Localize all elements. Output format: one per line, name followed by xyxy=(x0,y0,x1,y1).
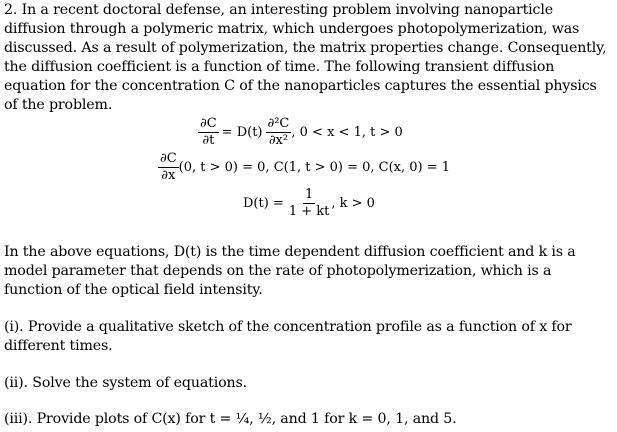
problem-intro xyxy=(4,1,612,115)
equation-condition: , 0 < x < 1, t > 0 xyxy=(291,125,403,140)
dC-dt-fraction xyxy=(198,116,219,149)
boundary-text: (0, t > 0) = 0, C(1, t > 0) = 0, C(x, 0) = 1 xyxy=(178,160,451,175)
fraction-denominator: ∂t xyxy=(202,133,215,148)
intro-text: In a recent doctoral defense, an interesting problem involving nanoparticle diffusion through a polymeric matrix, which undergoes photopolymerization, was discussed. As a result of polymerization, the matrix properties change. Consequently, the diffusion coefficient is a function of time. The following transient diffusion equation for the concentration C of the nanoparticles captures the essential physics of the problem. xyxy=(4,2,607,113)
diffusion-coefficient-equation xyxy=(243,187,375,220)
coefficient-fraction xyxy=(287,187,332,220)
part-ii: (ii). Solve the system of equations. xyxy=(4,375,247,391)
part-i: (i). Provide a qualitative sketch of the concentration profile as a function of x for different times. xyxy=(4,319,572,354)
explanation-paragraph: In the above equations, D(t) is the time dependent diffusion coefficient and k is a model parameter that depends on the rate of photopolymerization, which is a function of the optical field intensity. xyxy=(4,244,576,298)
part-iii: (iii). Provide plots of C(x) for t = ¼, ½, and 1 for k = 0, 1, and 5. xyxy=(4,411,457,427)
equation-middle: = D(t) xyxy=(221,125,263,140)
fraction-denominator: ∂x xyxy=(161,168,176,183)
d2C-dx2-fraction xyxy=(266,116,292,149)
fraction-denominator: 1 + kt xyxy=(288,204,330,219)
fraction-numerator: ∂²C xyxy=(267,116,290,131)
diffusion-equation xyxy=(198,116,403,149)
problem-number: 2. xyxy=(4,2,18,18)
dC-dx-fraction xyxy=(158,151,179,184)
fraction-numerator: 1 xyxy=(304,187,314,202)
fraction-numerator: ∂C xyxy=(160,151,177,166)
equation-lhs: D(t) = xyxy=(243,196,284,211)
fraction-numerator: ∂C xyxy=(200,116,217,131)
fraction-denominator: ∂x² xyxy=(268,133,289,148)
boundary-conditions xyxy=(158,151,450,184)
equation-condition: , k > 0 xyxy=(331,196,375,211)
